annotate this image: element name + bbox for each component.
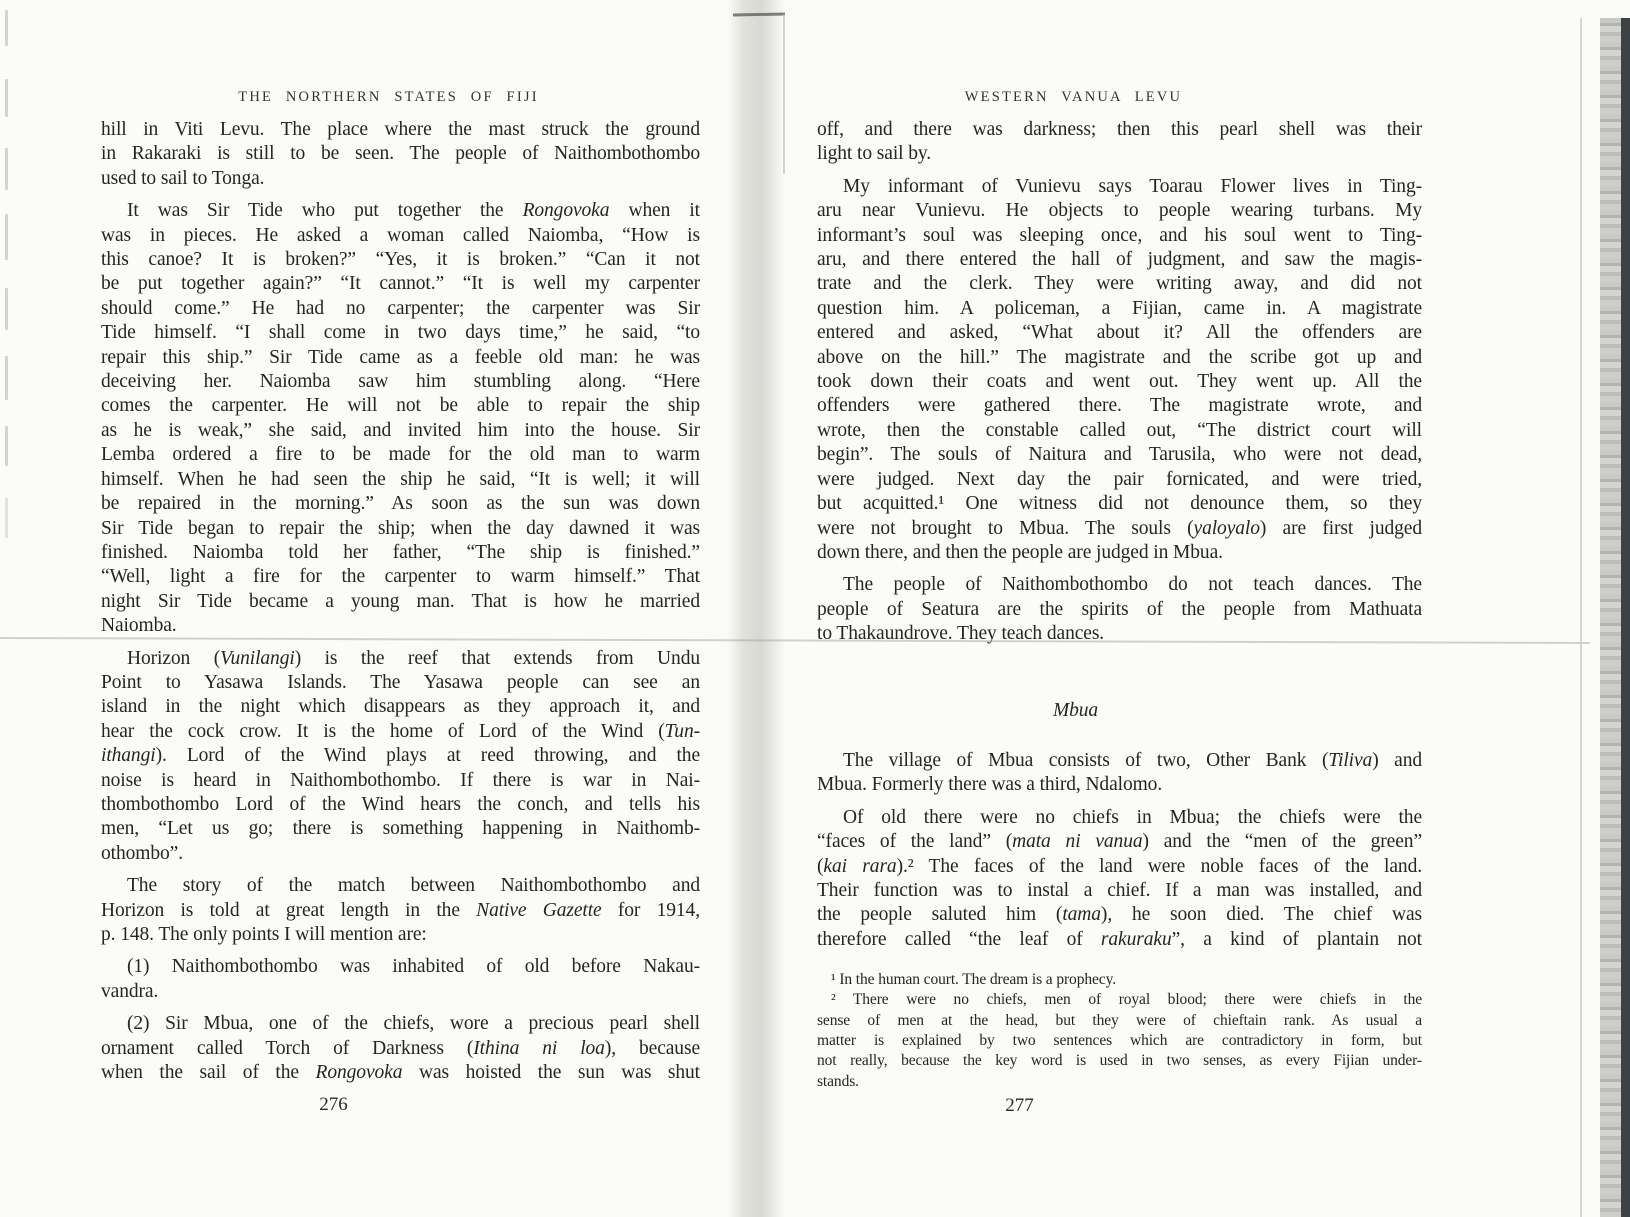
text-line: deceiving her. Naiomba saw him stumbling along. “Here (101, 371, 700, 393)
page-edge-line (1580, 18, 1582, 1217)
paragraph (817, 573, 1422, 646)
text-line: Lemba ordered a fire to be made for the old man to warm (101, 444, 700, 466)
text-line: Horizon is told at great length in the Native Gazette for 1914, (101, 899, 700, 921)
text-line: p. 148. The only points I will mention are: (101, 924, 427, 945)
text-line: hear the cock crow. It is the home of Lord of the Wind (Tun- (101, 720, 700, 742)
text-line: should come.” He had no carpenter; the carpenter was Sir (101, 297, 700, 319)
text-line: The village of Mbua consists of two, Other Bank (Tiliva) and (843, 749, 1422, 771)
page-edge-band-dark (1621, 18, 1630, 1217)
text-line: night Sir Tide became a young man. That is how he married (101, 590, 700, 612)
paragraph (817, 175, 1422, 566)
text-line: Mbua (1052, 699, 1099, 721)
text-line: repair this ship.” Sir Tide came as a feeble old man: he was (101, 346, 700, 368)
text-line: (1) Naithombothombo was inhabited of old before Nakau- (127, 956, 700, 978)
text-line: sense of men at the head, but they were of chieftain rank. As usual a (817, 1011, 1422, 1029)
text-line: vandra. (101, 980, 159, 1002)
text-line: comes the carpenter. He will not be able to repair the ship (101, 395, 700, 417)
text-line: aru near Vunievu. He objects to people wearing turbans. My (817, 200, 1422, 222)
text-line: down there, and then the people are judged in Mbua. (817, 541, 1223, 563)
text-line: Sir Tide began to repair the ship; when the day dawned it was (101, 517, 700, 539)
text-line: (2) Sir Mbua, one of the chiefs, wore a precious pearl shell (127, 1013, 700, 1035)
text-line: were not brought to Mbua. The souls (yaloyalo) are first judged (817, 517, 1422, 539)
text-line: not really, because the key word is used in two senses, as every Fijian under- (817, 1052, 1422, 1070)
text-line: hill in Viti Levu. The place where the mast struck the ground (101, 119, 700, 140)
text-line: men, “Let us go; there is something happening in Naithomb- (101, 818, 700, 840)
text-line: The people of Naithombothombo do not teach dances. The (843, 574, 1422, 596)
paragraph (101, 955, 700, 1004)
text-line: to Thakaundrove. They teach dances. (817, 623, 1105, 645)
text-line: Of old there were no chiefs in Mbua; the chiefs were the (843, 806, 1422, 828)
text-line: be put together again?” “It cannot.” “It is well my carpenter (101, 273, 700, 295)
paragraph (817, 806, 1422, 952)
footnote (817, 990, 1422, 1091)
paragraph (101, 118, 700, 191)
text-line: wrote, then the constable called out, “The district court will (817, 419, 1422, 441)
text-line: begin”. The souls of Naitura and Tarusila, who were not dead, (817, 444, 1422, 466)
text-line: people of Seatura are the spirits of the people from Mathuata (817, 598, 1422, 620)
page-number-right: 277 (1005, 1094, 1034, 1116)
page-body-left (101, 118, 700, 1085)
paragraph (101, 874, 700, 947)
text-line: in Rakaraki is still to be seen. The people of Naithombothombo (101, 143, 700, 165)
text-line: be repaired in the morning.” As soon as the sun was down (101, 493, 700, 515)
text-line: this canoe? It is broken?” “Yes, it is broken.” “Can it not (101, 249, 700, 271)
text-line: question him. A policeman, a Fijian, came in. A magistrate (817, 297, 1422, 319)
text-line: used to sail to Tonga. (101, 167, 265, 189)
text-line: My informant of Vunievu says Toarau Flower lives in Ting- (843, 175, 1422, 197)
text-line: above on the hill.” The magistrate and the scribe got up and (817, 346, 1422, 368)
text-line: The story of the match between Naithombothombo and (127, 875, 700, 897)
text-line: therefore called “the leaf of rakuraku”, a kind of plantain not (817, 928, 1422, 950)
text-line: “Well, light a fire for the carpenter to warm himself.” That (101, 566, 700, 588)
text-line: Naiomba. (101, 615, 177, 637)
text-line: as he is weak,” she said, and invited him into the house. Sir (101, 419, 700, 441)
running-header-left: THE NORTHERN STATES OF FIJI (238, 89, 539, 105)
text-line: ¹ In the human court. The dream is a prophecy. (831, 971, 1116, 989)
text-line: when the sail of the Rongovoka was hoisted the sun was shut (101, 1062, 700, 1084)
page-number-left: 276 (319, 1094, 348, 1116)
text-line: offenders were gathered there. The magistrate wrote, and (817, 395, 1422, 417)
text-line: ² There were no chiefs, men of royal blood; there were chiefs in the (831, 991, 1422, 1009)
text-line: informant’s soul was sleeping once, and his soul went to Ting- (817, 224, 1422, 246)
text-line: the people saluted him (tama), he soon died. The chief was (817, 904, 1422, 926)
paragraph (817, 749, 1422, 798)
paragraph (101, 647, 700, 867)
text-line: trate and the clerk. They were writing away, and did not (817, 273, 1422, 295)
text-line: othombo”. (101, 842, 183, 864)
text-line: but acquitted.¹ One witness did not denounce them, so they (817, 493, 1422, 515)
page-body-right (817, 118, 1422, 1092)
scan-edge-marks (0, 0, 14, 560)
page-edge-band-light (1600, 18, 1621, 1217)
paragraph (101, 1012, 700, 1085)
text-line: entered and asked, “What about it? All the offenders are (817, 322, 1422, 344)
text-line: was in pieces. He asked a woman called Naiomba, “How is (101, 224, 700, 246)
text-line: off, and there was darkness; then this pearl shell was their (817, 119, 1422, 140)
text-line: noise is heard in Naithombothombo. If there is war in Nai- (101, 769, 700, 791)
text-line: took down their coats and went out. They went up. All the (817, 371, 1422, 393)
text-line: matter is explained by two sentences which are contradictory in form, but (817, 1032, 1422, 1050)
text-line: island in the night which disappears as they approach it, and (101, 696, 700, 718)
text-line: Point to Yasawa Islands. The Yasawa people can see an (101, 671, 700, 693)
gutter-shadow (727, 0, 785, 1217)
text-line: himself. When he had seen the ship he said, “It is well; it will (101, 468, 700, 490)
text-line: thombothombo Lord of the Wind hears the conch, and tells his (101, 793, 700, 815)
text-line: ithangi). Lord of the Wind plays at reed throwing, and the (101, 745, 700, 767)
text-line: Their function was to instal a chief. If a man was installed, and (817, 879, 1422, 901)
text-line: “faces of the land” (mata ni vanua) and the “men of the green” (817, 831, 1422, 853)
running-header-right: WESTERN VANUA LEVU (964, 89, 1183, 105)
paragraph (817, 118, 1422, 167)
text-line: Tide himself. “I shall come in two days time,” he said, “to (101, 322, 700, 344)
gutter-edge-line (783, 14, 785, 174)
page-left (101, 88, 700, 1117)
text-line: Mbua. Formerly there was a third, Ndalomo. (817, 774, 1163, 796)
text-line: aru, and there entered the hall of judgment, and saw the magis- (817, 249, 1422, 271)
section-heading (773, 699, 1378, 723)
page-right (817, 88, 1422, 1118)
text-line: were judged. Next day the pair fornicated, and were tried, (817, 468, 1422, 490)
text-line: ornament called Torch of Darkness (Ithina ni loa), because (101, 1037, 700, 1059)
paragraph (101, 199, 700, 638)
text-line: stands. (817, 1072, 859, 1090)
text-line: (kai rara).² The faces of the land were noble faces of the land. (817, 855, 1423, 877)
footnote (817, 970, 1422, 990)
text-line: finished. Naiomba told her father, “The ship is finished.” (101, 541, 700, 563)
text-line: It was Sir Tide who put together the Rongovoka when it (127, 200, 701, 222)
text-line: Horizon (Vunilangi) is the reef that extends from Undu (127, 647, 700, 669)
text-line: light to sail by. (817, 143, 932, 165)
